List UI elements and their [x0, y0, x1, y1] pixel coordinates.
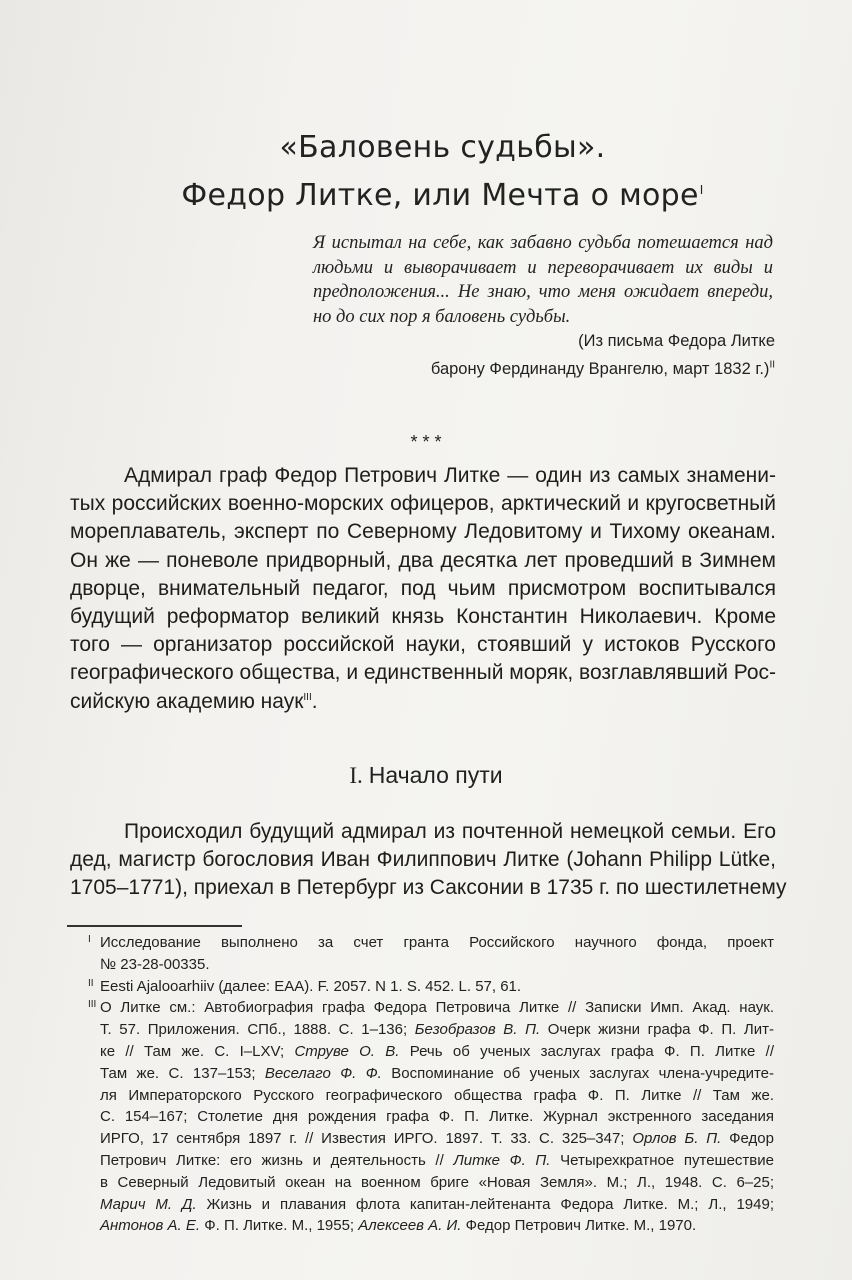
text-line: Адмирал граф Федор Петрович Литке — один из самых знамени- — [124, 464, 776, 487]
footnote-2 — [88, 976, 774, 998]
paragraph-intro — [70, 462, 776, 716]
footnote-line — [100, 1194, 774, 1216]
ref-text: Речь об ученых заслугах графа Ф. П. Литке // — [399, 1042, 774, 1060]
footnote-ref-2[interactable]: II — [769, 359, 775, 371]
chapter-title-line-2 — [60, 169, 825, 217]
ref-text: Жизнь и плавания флота капитан-лейтенанта Федора Литке. М.; Л., 1949; — [196, 1195, 774, 1213]
footnote-line — [100, 1172, 774, 1194]
footnote-line: Исследование выполнено за счет гранта Российского научного фонда, проект — [100, 934, 774, 951]
ref-text: Федор Петрович Литке. М., 1970. — [461, 1217, 697, 1235]
ref-text: ке // Там же. С. I–LXV; — [100, 1042, 295, 1060]
text-line: Происходил будущий адмирал из почтенной немецкой семьи. Его — [124, 820, 776, 843]
footnote-3 — [88, 997, 774, 1237]
ref-author: Литке Ф. П. — [453, 1151, 551, 1169]
paragraph-origins — [70, 818, 787, 903]
footnote-line: Eesti Ajalooarhiiv (далее: EAA). F. 2057. N 1. S. 452. L. 57, 61. — [100, 977, 522, 995]
chapter-title-line-1: «Баловень судьбы». — [279, 130, 606, 165]
ref-text: Там же. С. 137–153; — [100, 1064, 265, 1082]
text-line: дворце, внимательный педагог, под чьим присмотром воспитывался — [70, 576, 776, 600]
text-line: того — организатор российской науки, стоявший у истоков Русского — [70, 633, 776, 657]
footnote-line: № 23-28-00335. — [100, 955, 210, 973]
footnote-ref-3[interactable]: III — [303, 691, 312, 703]
footnotes — [88, 932, 774, 1237]
footnote-mark: I — [88, 934, 91, 945]
ref-author: Марич М. Д. — [100, 1195, 197, 1213]
ref-text: в Северный Ледовитый океан на военном бриге «Новая Земля». М.; Л., 1948. С. 6–25; — [100, 1173, 774, 1191]
ref-author: Струве О. В. — [294, 1042, 400, 1060]
footnote-line — [100, 1041, 774, 1063]
footnote-line — [100, 1150, 774, 1172]
ref-text: Ф. П. Литке. М., 1955; — [200, 1217, 359, 1235]
ref-author: Веселаго Ф. Ф. — [264, 1064, 382, 1082]
epigraph-text: Я испытал на себе, как забавно судьба потешается над людьми и выворачивает и переворачивает их виды и предположения... Не знаю, что меня ожидает впереди, но до сих пор я баловень судьбы. — [313, 233, 773, 327]
ref-text: Федор — [721, 1130, 774, 1148]
ref-text: О Литке см.: Автобиография графа Федора Петровича Литке // Записки Имп. Акад. наук. — [100, 999, 774, 1017]
epigraph-source-line-2-text: барону Фердинанду Врангелю, март 1832 г.) — [430, 360, 770, 378]
footnote-line — [100, 1085, 774, 1107]
text-line: тых российских военно-морских офицеров, арктический и кругосветный — [70, 492, 776, 516]
ref-text: Четырехкратное путешествие — [550, 1151, 774, 1169]
footnote-1 — [88, 932, 774, 976]
ref-author: Безобразов В. П. — [414, 1021, 541, 1039]
footnote-line — [100, 1128, 774, 1150]
footnote-ref-1[interactable]: I — [699, 183, 704, 197]
text-line: Он же — поневоле придворный, два десятка лет проведший в Зимнем — [70, 548, 776, 572]
ref-author: Орлов Б. П. — [632, 1130, 722, 1148]
section-number: I. — [349, 763, 363, 788]
text-line: мореплаватель, эксперт по Северному Ледовитому и Тихому океанам. — [70, 520, 776, 544]
text-line-last: сийскую академию наук$^{III}$. — [70, 689, 318, 713]
footnote-mark: III — [88, 999, 97, 1011]
ref-text: Петрович Литке: его жизнь и деятельность // — [100, 1151, 454, 1169]
ref-text: Т. 57. Приложения. СПб., 1888. С. 1–136; — [100, 1021, 415, 1039]
ref-text: ИРГО, 17 сентября 1897 г. // Известия ИРГО. 1897. Т. 33. С. 325–347; — [100, 1130, 633, 1148]
text-line: географического общества, и единственный моряк, возглавлявший Рос- — [70, 661, 777, 685]
epigraph-source-line-1: (Из письма Федора Литке — [578, 332, 775, 350]
footnote-divider — [67, 925, 242, 927]
section-heading-text: Начало пути — [368, 762, 503, 788]
footnote-line — [100, 1019, 774, 1041]
ref-text: Очерк жизни графа Ф. П. Лит- — [540, 1021, 775, 1039]
epigraph-source-line-2 — [431, 355, 775, 383]
ref-author: Алексеев А. И. — [358, 1217, 462, 1235]
epigraph-source — [431, 327, 775, 383]
ref-text: С. 154–167; Столетие дня рождения графа Ф. П. Литке. Журнал экстренного заседания — [100, 1108, 774, 1126]
text-line: дед, магистр богословия Иван Филиппович Литке (Johann Philipp Lütke, — [70, 848, 776, 872]
footnote-line — [100, 997, 774, 1019]
footnote-mark: II — [88, 977, 94, 989]
ref-text: Воспоминание об ученых заслугах члена-учредите- — [381, 1064, 774, 1082]
section-heading — [0, 762, 852, 789]
chapter-title — [60, 127, 825, 217]
section-separator: * * * — [410, 432, 442, 452]
footnote-line — [100, 1215, 774, 1237]
ref-text: ля Императорского Русского географического общества графа Ф. П. Литке // Там же. — [100, 1086, 774, 1104]
chapter-title-line-2-text: Федор Литке, или Мечта о море — [181, 178, 699, 213]
footnote-line — [100, 1106, 774, 1128]
text-line: будущий реформатор великий князь Константин Николаевич. Кроме — [70, 605, 776, 629]
ref-author: Антонов А. Е. — [100, 1217, 201, 1235]
text-line: 1705–1771), приехал в Петербург из Саксонии в 1735 г. по шестилетнему — [70, 876, 787, 900]
footnote-line — [100, 1063, 774, 1085]
text-line-last-content: сийскую академию наук — [70, 689, 304, 713]
